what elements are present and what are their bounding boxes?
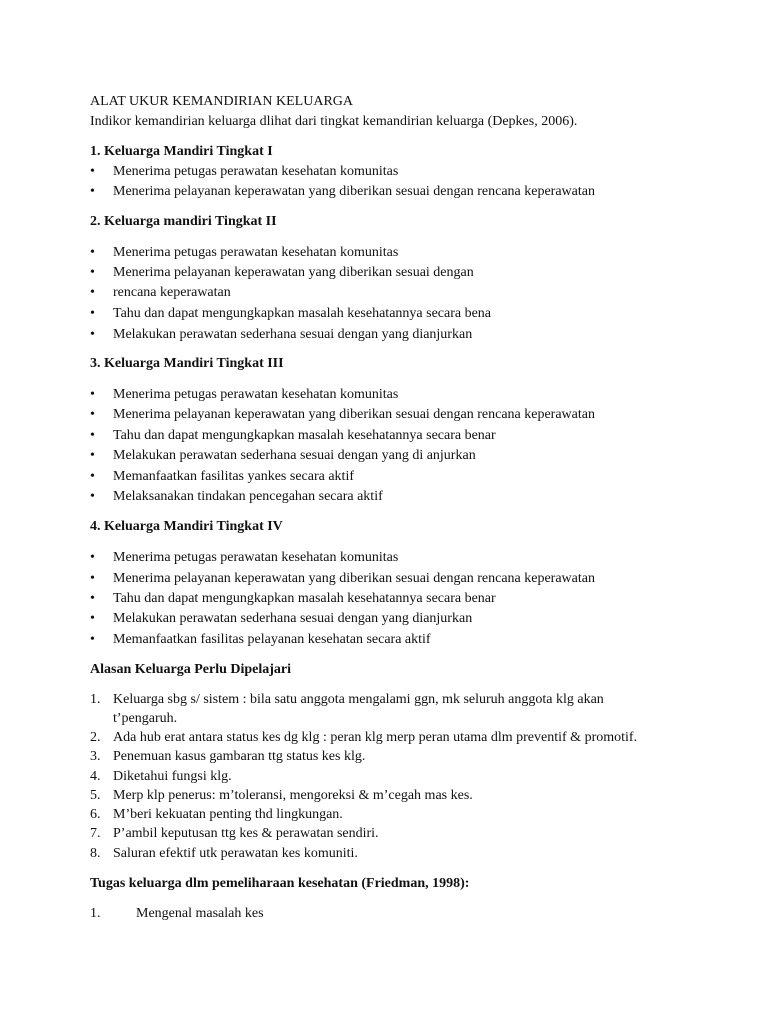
document-title: ALAT UKUR KEMANDIRIAN KELUARGA xyxy=(90,94,354,109)
bullet-icon: • xyxy=(90,285,95,300)
bullet-icon: • xyxy=(90,245,95,260)
reasons-heading: Alasan Keluarga Perlu Dipelajari xyxy=(90,662,292,677)
section-4-heading: 4. Keluarga Mandiri Tingkat IV xyxy=(90,519,283,534)
bullet-icon: • xyxy=(90,448,95,463)
bullet-icon: • xyxy=(90,571,95,586)
bullet-icon: • xyxy=(90,184,95,199)
bullet-icon: • xyxy=(90,428,95,443)
bullet-icon: • xyxy=(90,407,95,422)
bullet-icon: • xyxy=(90,164,95,179)
bullet-icon: • xyxy=(90,387,95,402)
bullet-icon: • xyxy=(90,611,95,626)
intro-text: Indikor kemandirian keluarga dlihat dari tingkat kemandirian keluarga (Depkes, 2006). xyxy=(90,114,578,129)
bullet-icon: • xyxy=(90,327,95,342)
document-page: ALAT UKUR KEMANDIRIAN KELUARGA Indikor kemandirian keluarga dlihat dari tingkat kemandirian keluarga (Depkes, 2006). 1. Keluarga Mandiri Tingkat I • Menerima petugas perawatan kesehatan komunitas • Menerima pelayanan keperawatan yang diberikan sesuai dengan rencana keperawatan 2. Keluarga mandiri Tingkat II • Menerima petugas perawatan kesehatan komunitas • Menerima pelayanan keperawatan yang diberikan sesuai dengan • rencana keperawatan • Tahu dan dapat mengungkapkan masalah kesehatannya secara bena • Melakukan perawatan sederhana sesuai dengan yang dianjurkan 3. Keluarga Mandiri Tingkat III • Menerima petugas perawatan kesehatan komunitas • Menerima pelayanan keperawatan yang diberikan sesuai dengan rencana keperawatan • Tahu dan dapat mengungkapkan masalah kesehatannya secara benar • Melakukan perawatan sederhana sesuai dengan yang di anjurkan • Memanfaatkan fasilitas yankes secara aktif • Melaksanakan tindakan pencegahan secara aktif 4. Keluarga Mandiri Tingkat IV • Menerima petugas perawatan kesehatan komunitas • Menerima pelayanan keperawatan yang diberikan sesuai dengan rencana keperawatan • Tahu dan dapat mengungkapkan masalah kesehatannya secara benar • Melakukan perawatan sederhana sesuai dengan yang dianjurkan • Memanfaatkan fasilitas pelayanan kesehatan secara aktif Alasan Keluarga Perlu Dipelajari 1. Keluarga sbg s/ sistem : bila satu anggota mengalami ggn, mk seluruh anggota klg akan t’pengaruh. 2. Ada hub erat antara status kes dg klg : peran klg merp peran utama dlm preventif & promotif. 3. Penemuan kasus gambaran ttg status kes klg. 4. Diketahui fungsi klg. 5. Merp klp penerus: m’toleransi, mengoreksi & m’cegah mas kes. 6. M’beri kekuatan penting thd lingkungan. 7. P’ambil keputusan ttg kes & perawatan sendiri. 8. Saluran efektif utk perawatan kes komuniti. Tugas keluarga dlm pemeliharaan kesehatan (Friedman, 1998): 1. Mengenal masalah kes xyxy=(90,94,638,921)
section-2-heading: 2. Keluarga mandiri Tingkat II xyxy=(90,214,277,229)
tasks-heading: Tugas keluarga dlm pemeliharaan kesehatan (Friedman, 1998): xyxy=(90,876,470,891)
section-1-heading: 1. Keluarga Mandiri Tingkat I xyxy=(90,144,273,159)
bullet-icon: • xyxy=(90,306,95,321)
bullet-icon: • xyxy=(90,632,95,647)
bullet-icon: • xyxy=(90,265,95,280)
bullet-icon: • xyxy=(90,489,95,504)
bullet-icon: • xyxy=(90,550,95,565)
bullet-icon: • xyxy=(90,591,95,606)
bullet-icon: • xyxy=(90,469,95,484)
section-3-heading: 3. Keluarga Mandiri Tingkat III xyxy=(90,356,284,371)
